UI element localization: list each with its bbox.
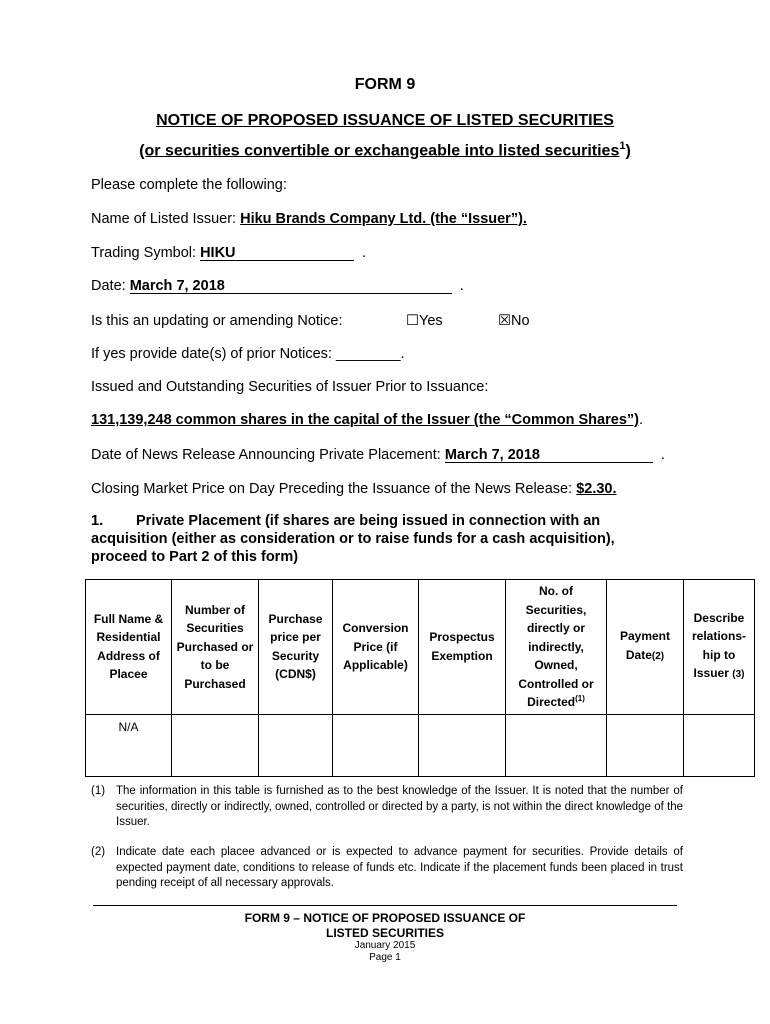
date-end: . — [459, 278, 464, 294]
subtitle-close: ) — [625, 142, 631, 160]
col-header-payment-date — [607, 580, 684, 715]
footnote-1 — [91, 784, 683, 831]
subtitle-footnote-ref: 1 — [619, 140, 626, 152]
prior-notices-label: If yes provide date(s) of prior Notices: — [91, 346, 332, 362]
footer-page-number: Page 1 — [369, 952, 401, 963]
outstanding-line — [91, 412, 643, 428]
col-header-placee: Full Name & Residential Address of Placee — [86, 580, 172, 715]
symbol-value: HIKU — [200, 246, 354, 261]
outstanding-label: Issued and Outstanding Securities of Issuer Prior to Issuance: — [91, 379, 489, 395]
section1-heading-line1: Private Placement (if shares are being issued in connection with an — [136, 513, 601, 529]
col-header-payment-date-ref: (2) — [651, 650, 665, 662]
col-header-relationship-ref: (3) — [732, 669, 745, 681]
closing-price-line — [91, 481, 617, 497]
table-cell — [333, 714, 419, 776]
footnote-2-number: (2) — [91, 846, 106, 858]
issuer-line — [91, 211, 527, 227]
col-header-securities-owned-text: No. of Securities, directly or indirectly, Owned, Controlled or Directed — [518, 584, 594, 709]
news-release-label: Date of News Release Announcing Private Placement: — [91, 447, 441, 463]
col-header-securities-owned — [506, 580, 607, 715]
footer-title-line2: LISTED SECURITIES — [325, 925, 444, 940]
news-release-value: March 7, 2018 — [445, 448, 653, 463]
issuer-label: Name of Listed Issuer: — [91, 211, 237, 227]
date-value: March 7, 2018 — [130, 279, 452, 294]
footer-title-line1: FORM 9 – NOTICE OF PROPOSED ISSUANCE OF — [244, 911, 526, 925]
footer-meta — [0, 940, 770, 964]
col-header-conversion-price: Conversion Price (if Applicable) — [333, 580, 419, 715]
col-header-purchase-price: Purchase price per Security (CDN$) — [259, 580, 333, 715]
closing-price-label: Closing Market Price on Day Preceding the Issuance of the News Release: — [91, 481, 573, 497]
col-header-payment-date-text: Payment Date — [619, 629, 671, 662]
issuer-value: Hiku Brands Company Ltd. (the “Issuer”). — [240, 211, 527, 227]
table-cell: N/A — [86, 714, 172, 776]
section1-heading — [91, 512, 615, 566]
closing-price-value: $2.30. — [576, 481, 617, 497]
table-row — [86, 714, 755, 776]
table-cell — [684, 714, 755, 776]
table-cell — [506, 714, 607, 776]
footnote-2-text: Indicate date each placee advanced or is expected to advance payment for securities. Provide details of expected payment date, conditions to release of funds etc. Indicate if the placement funds been placed in trust pending receipt of all necessary approvals. — [116, 846, 683, 889]
footnote-1-text: The information in this table is furnished as to the best knowledge of the Issuer. It is noted that the number of securities, directly or indirectly, owned, controlled or directed by a party, is not within the direct knowledge of the Issuer. — [116, 785, 683, 828]
amending-line — [91, 313, 342, 329]
no-label: No — [511, 313, 530, 329]
outstanding-end: . — [638, 412, 643, 428]
outstanding-value: 131,139,248 common shares in the capital of the Issuer (the “Common Shares”) — [91, 412, 639, 428]
footnote-1-number: (1) — [91, 785, 106, 797]
section1-number: 1. — [91, 513, 104, 529]
placement-table — [85, 579, 755, 777]
col-header-relationship — [684, 580, 755, 715]
section1-heading-line2: acquisition (either as consideration or to raise funds for a cash acquisition), — [91, 531, 615, 547]
col-header-prospectus-exemption: Prospectus Exemption — [419, 580, 506, 715]
document-title: NOTICE OF PROPOSED ISSUANCE OF LISTED SECURITIES — [156, 112, 614, 129]
footer-divider — [93, 905, 677, 906]
news-release-line — [91, 447, 665, 463]
col-header-securities-purchased: Number of Securities Purchased or to be Purchased — [172, 580, 259, 715]
amending-yes-option[interactable] — [406, 313, 443, 329]
symbol-end: . — [362, 245, 367, 261]
subtitle-text: (or securities convertible or exchangeable into listed securities — [139, 142, 620, 160]
symbol-label: Trading Symbol: — [91, 245, 197, 261]
table-cell — [419, 714, 506, 776]
date-line — [91, 278, 464, 294]
prior-notices-line — [91, 346, 405, 362]
section1-heading-line3: proceed to Part 2 of this form) — [91, 549, 299, 565]
footer-date: January 2015 — [354, 940, 416, 951]
date-label: Date: — [91, 278, 126, 294]
yes-label: Yes — [419, 313, 443, 329]
col-header-relationship-text: Describe relations-hip to Issuer — [691, 610, 746, 681]
amending-label: Is this an updating or amending Notice: — [91, 313, 343, 329]
footnote-2 — [91, 845, 683, 892]
intro-text: Please complete the following: — [91, 177, 287, 193]
table-cell — [259, 714, 333, 776]
prior-notices-blank: ________. — [336, 346, 405, 362]
form-number: FORM 9 — [354, 76, 416, 93]
amending-no-option[interactable] — [498, 313, 530, 329]
unchecked-box-icon[interactable]: ☐ — [406, 313, 419, 329]
document-subtitle — [0, 140, 770, 160]
footer-title — [0, 911, 770, 940]
table-header-row — [86, 580, 755, 715]
news-release-end: . — [660, 447, 665, 463]
table-cell — [172, 714, 259, 776]
symbol-line — [91, 245, 366, 261]
checked-box-icon[interactable]: ☒ — [498, 313, 511, 329]
col-header-securities-owned-ref: (1) — [575, 694, 585, 703]
table-cell — [607, 714, 684, 776]
